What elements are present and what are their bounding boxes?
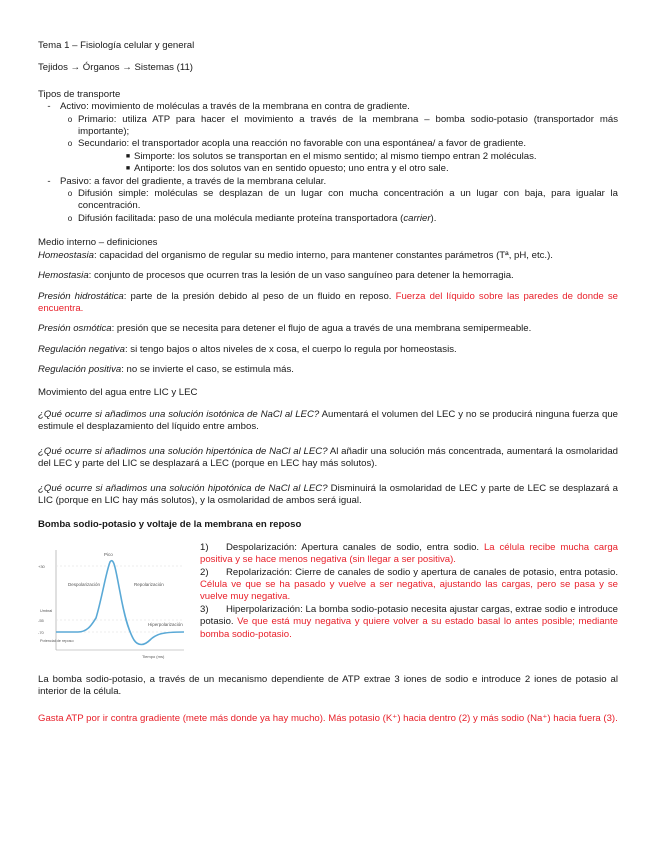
fig-label-peak: Pico	[104, 551, 113, 557]
water-q3: ¿Qué ocurre si añadimos una solución hipotónica de NaCl al LEC? Disminuirá la osmolaridad de LEC y parte de LEC se desplazará a LIC (porque en LIC hay más solutos), y la osmolaridad de ambos será igual.	[38, 482, 618, 506]
def-hemostasis: Hemostasia: conjunto de procesos que ocurren tras la lesión de un vaso sanguíneo para detener la hemorragia.	[38, 270, 514, 282]
list-item-symport: ■ Simporte: los solutos se transportan en el mismo sentido; al mismo tiempo entran 2 moléculas.	[125, 150, 537, 162]
pump-heading: Bomba sodio-potasio y voltaje de la membrana en reposo	[38, 519, 302, 531]
fig-label-depol: Despolarización	[68, 581, 101, 587]
definitions-heading: Medio interno – definiciones	[38, 237, 158, 249]
fig-tick-y2: -55	[38, 617, 44, 623]
fig-label-hyper: Hiperpolarización	[148, 621, 183, 627]
transport-heading: Tipos de transporte	[38, 88, 121, 100]
list-item-primary: o Primario: utiliza ATP para hacer el movimiento a través de la membrana – bomba sodio-potasio (transportador más importante);	[67, 113, 618, 138]
fig-xlabel: Tiempo (ms)	[142, 653, 165, 659]
pump-step: 2) Repolarización: Cierre de canales de sodio y apertura de canales de potasio, entra potasio. Célula ve que se ha pasado y vuelve a ser negativa, ajustando las cargas, pero se pasa y se vuelve muy negativa.	[200, 566, 618, 603]
list-item-secondary: o Secundario: el transportador acopla una reacción no favorable con una espontánea/ a favor de gradiente.	[67, 138, 527, 150]
def-osmotic: Presión osmótica: presión que se necesita para detener el flujo de agua a través de una membrana semipermeable.	[38, 323, 532, 335]
water-heading: Movimiento del agua entre LIC y LEC	[38, 386, 198, 398]
action-potential-figure	[38, 542, 188, 664]
water-q1: ¿Qué ocurre si añadimos una solución isotónica de NaCl al LEC? Aumentará el volumen del LEC y no se producirá ninguna fuerza que estimule el desplazamiento del líquido entre ambos.	[38, 408, 618, 433]
hierarchy-line: Tejidos → Órganos → Sistemas (11)	[38, 62, 193, 74]
pump-summary: La bomba sodio-potasio, a través de un mecanismo dependiente de ATP extrae 3 iones de sodio e introduce 2 iones de potasio al interior de la célula.	[38, 673, 618, 698]
def-homeostasis: Homeostasia: capacidad del organismo de regular su medio interno, para mantener constantes parámetros (Tª, pH, etc.).	[38, 249, 553, 261]
def-positive-regulation: Regulación positiva: no se invierte el caso, se estimula más.	[38, 364, 294, 376]
pump-steps	[200, 542, 618, 664]
list-item-antiport: ■ Antiporte: los dos solutos van en sentido opuesto; uno entra y el otro sale.	[125, 163, 449, 175]
list-item-passive: - Pasivo: a favor del gradiente, a través de la membrana celular.	[47, 175, 327, 187]
document-page	[38, 40, 618, 725]
fig-label-repol: Repolarización	[134, 581, 164, 587]
list-item-facilitated-diffusion: o Difusión facilitada: paso de una molécula mediante proteína transportadora (carrier).	[67, 212, 437, 224]
pump-section	[38, 542, 618, 664]
pump-atp-note: Gasta ATP por ir contra gradiente (mete más donde ya hay mucho). Más potasio (K⁺) hacia dentro (2) y más sodio (Na⁺) hacia fuera (3).	[38, 712, 618, 724]
water-q2: ¿Qué ocurre si añadimos una solución hipertónica de NaCl al LEC? Al añadir una solución más concentrada, aumentará la osmolaridad del LEC y parte del LIC se desplazará a LEC (porque en LEC hay más solutos).	[38, 445, 618, 470]
list-item-active: - Activo: movimiento de moléculas a través de la membrana en contra de gradiente.	[47, 101, 410, 113]
def-negative-regulation: Regulación negativa: si tengo bajos o altos niveles de x cosa, el cuerpo lo regula por homeostasis.	[38, 343, 457, 355]
fig-label-rest: Potencial de reposo	[40, 638, 74, 643]
def-hydrostatic: Presión hidrostática: parte de la presión debido al peso de un fluido en reposo. Fuerza del líquido sobre las paredes de donde se encuentra.	[38, 290, 619, 314]
pump-step: 3) Hiperpolarización: La bomba sodio-potasio necesita ajustar cargas, extrae sodio e introduce potasio. Ve que está muy negativa y quiere volver a su estado basal lo antes posible; mediante bomba sodio-potasio.	[200, 603, 618, 640]
fig-label-threshold: Umbral	[40, 608, 53, 613]
pump-step: 1) Despolarización: Apertura canales de sodio, entra sodio. La célula recibe mucha carga positiva y se hace menos negativa (sin llegar a ser positiva).	[200, 541, 618, 566]
fig-tick-y1: +30	[38, 563, 45, 569]
fig-tick-y3: -70	[38, 629, 44, 635]
doc-title: Tema 1 – Fisiología celular y general	[38, 40, 195, 51]
list-item-simple-diffusion: o Difusión simple: moléculas se desplazan de un lugar con mucha concentración a un lugar con baja, para igualar la concentración.	[67, 188, 618, 212]
